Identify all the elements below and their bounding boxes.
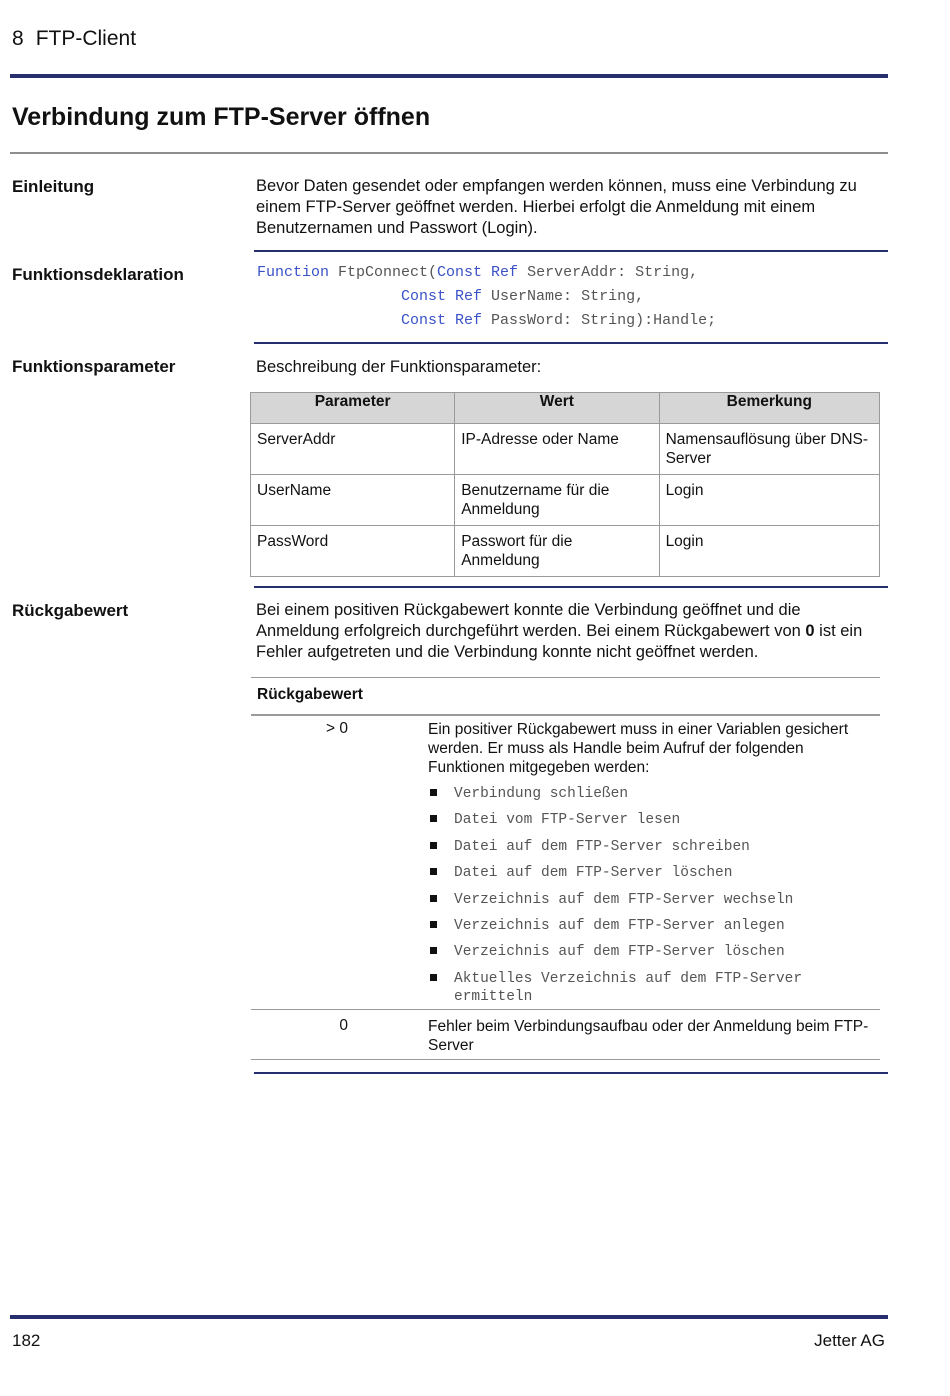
- function-name: Datei vom FTP-Server lesen: [454, 812, 681, 829]
- return-row-divider: [251, 1009, 880, 1010]
- parameters-caption: Beschreibung der Funktionsparameter:: [256, 358, 542, 376]
- column-header: Wert: [455, 393, 659, 424]
- list-item: [428, 943, 878, 961]
- header-rule: [10, 74, 888, 78]
- code-indent: [257, 312, 401, 329]
- function-name: Verzeichnis auf dem FTP-Server wechseln: [454, 891, 794, 908]
- code-keyword: Function: [257, 264, 330, 281]
- table-cell: Namensauflösung über DNS-Server: [659, 424, 879, 475]
- code-text: UserName: String,: [482, 288, 645, 305]
- function-name: Aktuelles Verzeichnis auf dem FTP-Server ermitteln: [454, 970, 803, 1005]
- return-value-cell: 0: [339, 1017, 348, 1034]
- table-cell: Passwort für die Anmeldung: [455, 526, 659, 577]
- intro-label: Einleitung: [12, 177, 95, 196]
- table-cell: UserName: [251, 475, 455, 526]
- function-name: Verzeichnis auf dem FTP-Server anlegen: [454, 917, 785, 934]
- code-keyword: Const Ref: [437, 264, 519, 281]
- table-cell: IP-Adresse oder Name: [455, 424, 659, 475]
- return-desc-text: Ein positiver Rückgabewert muss in einer Variablen gesichert werden. Er muss als Handle beim Aufruf der folgenden Funktionen mitgegeben werden:: [428, 721, 849, 776]
- code-keyword: Const Ref: [401, 288, 483, 305]
- function-list: [428, 785, 878, 1006]
- chapter-number: 8: [12, 27, 24, 50]
- table-cell: Login: [659, 526, 879, 577]
- table-row: [251, 424, 880, 475]
- table-header-row: [251, 393, 880, 424]
- return-text-part: Bei einem positiven Rückgabewert konnte die Verbindung geöffnet und die Anmeldung erfolgreich durchgeführt werden. Bei einem Rückgabewert von: [256, 601, 806, 640]
- parameters-label: Funktionsparameter: [12, 357, 176, 376]
- intro-rule: [254, 250, 888, 252]
- list-item: [428, 811, 878, 829]
- table-cell: ServerAddr: [251, 424, 455, 475]
- code-text: PassWord: String):Handle;: [482, 312, 717, 329]
- bullet-icon: [430, 921, 437, 928]
- code-text: ServerAddr: String,: [518, 264, 699, 281]
- table-cell: Login: [659, 475, 879, 526]
- bullet-icon: [430, 815, 437, 822]
- bullet-icon: [430, 974, 437, 981]
- page-number: 182: [12, 1331, 41, 1350]
- parameters-table: [250, 392, 880, 577]
- return-text-bold: 0: [805, 622, 815, 640]
- section-rule: [10, 152, 888, 154]
- bullet-icon: [430, 895, 437, 902]
- intro-text: Bevor Daten gesendet oder empfangen werden können, muss eine Verbindung zu einem FTP-Server geöffnet werden. Hierbei erfolgt die Anmeldung mit einem Benutzernamen und Passwort (Login).: [256, 177, 857, 237]
- table-cell: PassWord: [251, 526, 455, 577]
- column-header: Bemerkung: [659, 393, 879, 424]
- list-item: [428, 917, 878, 935]
- code-text: FtpConnect(: [329, 264, 438, 281]
- column-header: Parameter: [251, 393, 455, 424]
- return-text: [256, 600, 876, 663]
- list-item: [428, 864, 878, 882]
- list-item: [428, 838, 878, 856]
- bullet-icon: [430, 842, 437, 849]
- bullet-icon: [430, 868, 437, 875]
- bullet-icon: [430, 947, 437, 954]
- declaration-label: Funktionsdeklaration: [12, 265, 184, 284]
- bullet-icon: [430, 789, 437, 796]
- list-item: [428, 891, 878, 909]
- list-item: [428, 970, 878, 1006]
- return-label: Rückgabewert: [12, 601, 129, 620]
- return-rule: [254, 1072, 888, 1074]
- code-indent: [257, 288, 401, 305]
- table-row: [251, 475, 880, 526]
- company-name: Jetter AG: [814, 1331, 885, 1350]
- declaration-rule: [254, 342, 888, 344]
- function-name: Verzeichnis auf dem FTP-Server löschen: [454, 944, 785, 961]
- return-table-header-label: Rückgabewert: [257, 686, 363, 703]
- function-name: Verbindung schließen: [454, 786, 629, 802]
- code-keyword: Const Ref: [401, 312, 483, 329]
- function-name: Datei auf dem FTP-Server schreiben: [454, 838, 750, 855]
- list-item: [428, 785, 878, 803]
- table-row: [251, 526, 880, 577]
- return-text-part: ist ein Fehler aufgetreten und die Verbindung konnte nicht geöffnet werden.: [256, 622, 863, 661]
- return-table-bottom: [251, 1059, 880, 1060]
- chapter-heading: [12, 27, 136, 51]
- footer-rule: [10, 1315, 888, 1319]
- return-table-header: [251, 677, 880, 716]
- return-desc-cell: [428, 720, 878, 1014]
- function-declaration: [257, 261, 716, 333]
- function-name: Datei auf dem FTP-Server löschen: [454, 865, 733, 882]
- table-cell: Benutzername für die Anmeldung: [455, 475, 659, 526]
- parameters-rule: [254, 586, 888, 588]
- return-desc-cell: Fehler beim Verbindungsaufbau oder der Anmeldung beim FTP-Server: [428, 1018, 869, 1054]
- chapter-title: FTP-Client: [35, 27, 137, 50]
- section-title: Verbindung zum FTP-Server öffnen: [12, 103, 431, 131]
- return-value-cell: > 0: [326, 720, 348, 737]
